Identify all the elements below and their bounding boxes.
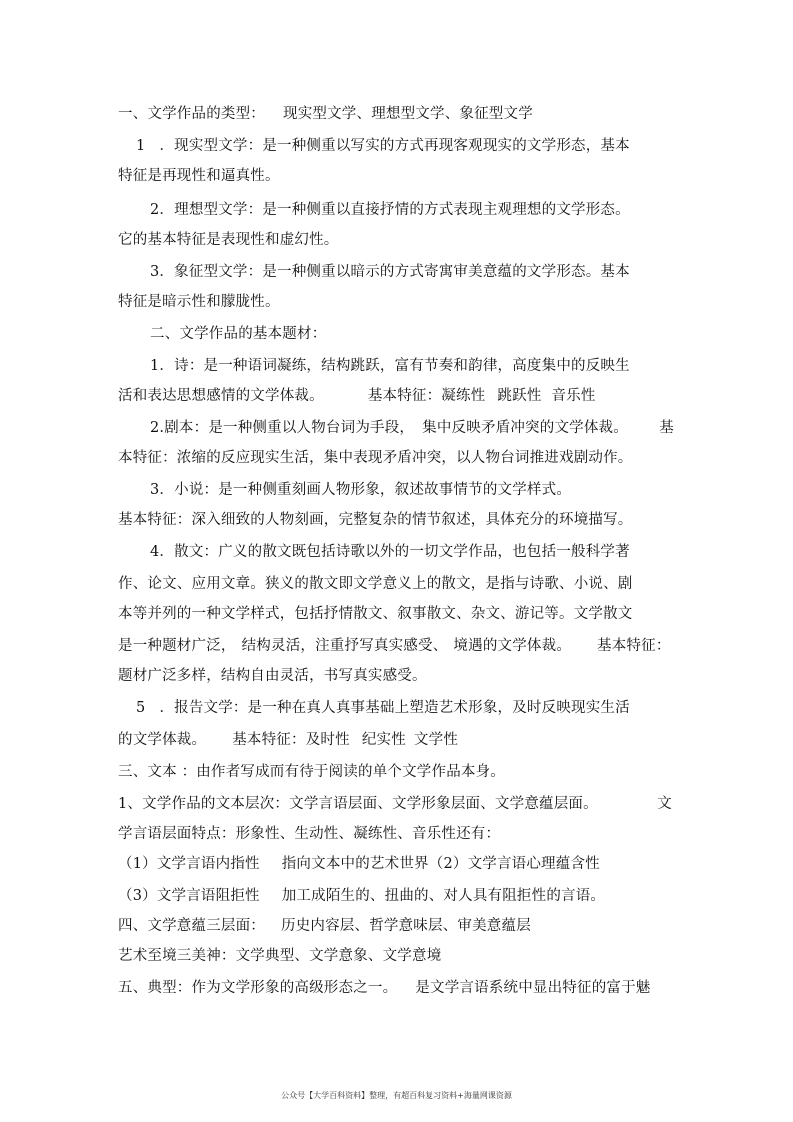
- text-line: 1．诗：是一种语词凝练，结构跳跃，富有节奏和韵律，高度集中的反映生: [150, 358, 630, 374]
- text-line: （1）文学言语内指性 指向文本中的艺术世界（2）文学言语心理蕴含性: [118, 856, 600, 872]
- text-line: 一、文学作品的类型： 现实型文学、理想型文学、象征型文学: [118, 106, 533, 122]
- text-line: 5 ．报告文学：是一种在真人真事基础上塑造艺术形象，及时反映现实生活: [136, 700, 630, 716]
- text-line: 是一种题材广泛， 结构灵活，注重抒写真实感受、 境遇的文学体裁。 基本特征：: [118, 638, 671, 654]
- text-line: 3．小说：是一种侧重刻画人物形象，叙述故事情节的文学样式。: [150, 482, 572, 498]
- text-line: 2.剧本：是一种侧重以人物台词为手段， 集中反映矛盾冲突的文学体裁。 基: [150, 420, 674, 436]
- text-line: 艺术至境三美神：文学典型、文学意象、文学意境: [118, 948, 442, 964]
- text-line: 特征是暗示性和朦胧性。: [118, 294, 280, 310]
- page-footer: 公众号【大学百科资料】整理，有超百科复习资料+海量网课资源: [281, 1091, 512, 1100]
- text-line: 本等并列的一种文学样式，包括抒情散文、叙事散文、杂文、游记等。文学散文: [118, 606, 633, 622]
- section-heading: 四、文学意蕴三层面： 历史内容层、哲学意味层、审美意蕴层: [118, 918, 531, 934]
- text-line: 作、论文、应用文章。狭义的散文即文学意义上的散文，是指与诗歌、小说、剧: [118, 576, 633, 592]
- section-heading: 二、文学作品的基本题材：: [150, 326, 327, 342]
- text-line: 题材广泛多样，结构自由灵活，书写真实感受。: [118, 668, 427, 684]
- text-line: 1 ．现实型文学：是一种侧重以写实的方式再现客观现实的文学形态，基本: [136, 138, 630, 154]
- text-line: 的文学体裁。 基本特征：及时性 纪实性 文学性: [118, 732, 459, 748]
- text-line: 1、文学作品的文本层次：文学言语层面、文学形象层面、文学意蕴层面。 文: [118, 796, 672, 812]
- text-line: （3）文学言语阻拒性 加工成陌生的、扭曲的、对人具有阻拒性的言语。: [118, 888, 606, 904]
- text-line: 本特征：浓缩的反应现实生活，集中表现矛盾冲突，以人物台词推进戏剧动作。: [118, 450, 633, 466]
- text-line: 基本特征：深入细致的人物刻画，完整复杂的情节叙述，具体充分的环境描写。: [118, 512, 633, 528]
- text-line: 特征是再现性和逼真性。: [118, 168, 280, 184]
- text-line: 活和表达思想感情的文学体裁。 基本特征：凝练性 跳跃性 音乐性: [118, 388, 596, 404]
- text-line: 2．理想型文学：是一种侧重以直接抒情的方式表现主观理想的文学形态。: [150, 202, 630, 218]
- section-heading: 三、文本 ：由作者写成而有待于阅读的单个文学作品本身。: [118, 764, 506, 780]
- text-line: 4．散文：广义的散文既包括诗歌以外的一切文学作品，也包括一般科学著: [150, 544, 630, 560]
- text-line: 学言语层面特点：形象性、生动性、凝练性、音乐性还有：: [118, 826, 501, 842]
- section-heading: 五、典型：作为文学形象的高级形态之一。 是文学言语系统中显出特征的富于魅: [118, 980, 651, 996]
- text-line: 它的基本特征是表现性和虚幻性。: [118, 232, 339, 248]
- text-line: 3．象征型文学：是一种侧重以暗示的方式寄寓审美意蕴的文学形态。基本: [150, 264, 630, 280]
